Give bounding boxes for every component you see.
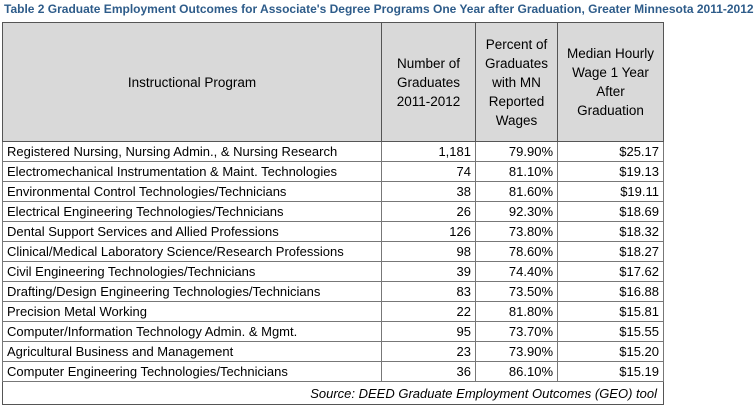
median-wage-cell: $15.55 [558,322,664,342]
graduates-cell: 98 [382,242,476,262]
median-wage-cell: $25.17 [558,142,664,162]
table-row [3,302,664,322]
graduates-cell: 95 [382,322,476,342]
percent-wages-cell: 79.90% [476,142,558,162]
outcomes-table [2,22,664,405]
percent-wages-cell: 73.70% [476,322,558,342]
percent-wages-cell: 73.90% [476,342,558,362]
median-wage-cell: $18.32 [558,222,664,242]
table-row [3,222,664,242]
median-wage-cell: $15.20 [558,342,664,362]
percent-wages-cell: 92.30% [476,202,558,222]
graduates-cell: 36 [382,362,476,382]
table-body [3,142,664,382]
graduates-cell: 83 [382,282,476,302]
table-row [3,142,664,162]
percent-wages-cell: 78.60% [476,242,558,262]
graduates-cell: 126 [382,222,476,242]
table-row [3,342,664,362]
program-cell: Electrical Engineering Technologies/Technicians [3,202,382,222]
program-cell: Clinical/Medical Laboratory Science/Research Professions [3,242,382,262]
header-median-hourly-wage: Median Hourly Wage 1 Year After Graduation [558,23,664,142]
table-row [3,322,664,342]
program-cell: Precision Metal Working [3,302,382,322]
graduates-cell: 22 [382,302,476,322]
header-percent-reported-wages: Percent of Graduates with MN Reported Wages [476,23,558,142]
percent-wages-cell: 73.80% [476,222,558,242]
program-cell: Electromechanical Instrumentation & Maint. Technologies [3,162,382,182]
program-cell: Dental Support Services and Allied Professions [3,222,382,242]
table-title: Table 2 Graduate Employment Outcomes for Associate's Degree Programs One Year after Graduation, Greater Minnesota 2011-2012 [4,2,754,16]
program-cell: Registered Nursing, Nursing Admin., & Nursing Research [3,142,382,162]
program-cell: Agricultural Business and Management [3,342,382,362]
median-wage-cell: $15.81 [558,302,664,322]
median-wage-cell: $19.13 [558,162,664,182]
header-number-of-graduates: Number of Graduates 2011-2012 [382,23,476,142]
percent-wages-cell: 86.10% [476,362,558,382]
program-cell: Computer/Information Technology Admin. & Mgmt. [3,322,382,342]
header-row [3,23,664,142]
source-row [3,382,664,405]
median-wage-cell: $18.69 [558,202,664,222]
graduates-cell: 39 [382,262,476,282]
program-cell: Environmental Control Technologies/Technicians [3,182,382,202]
table-row [3,202,664,222]
median-wage-cell: $17.62 [558,262,664,282]
graduates-cell: 26 [382,202,476,222]
table-row [3,182,664,202]
median-wage-cell: $16.88 [558,282,664,302]
table-row [3,262,664,282]
source-note: Source: DEED Graduate Employment Outcomes (GEO) tool [3,382,664,405]
table-row [3,362,664,382]
percent-wages-cell: 81.10% [476,162,558,182]
graduates-cell: 23 [382,342,476,362]
percent-wages-cell: 81.80% [476,302,558,322]
program-cell: Civil Engineering Technologies/Technicians [3,262,382,282]
percent-wages-cell: 73.50% [476,282,558,302]
median-wage-cell: $15.19 [558,362,664,382]
graduates-cell: 1,181 [382,142,476,162]
header-instructional-program: Instructional Program [3,23,382,142]
program-cell: Drafting/Design Engineering Technologies/Technicians [3,282,382,302]
table-row [3,162,664,182]
median-wage-cell: $19.11 [558,182,664,202]
table-row [3,242,664,262]
program-cell: Computer Engineering Technologies/Technicians [3,362,382,382]
percent-wages-cell: 81.60% [476,182,558,202]
graduates-cell: 74 [382,162,476,182]
percent-wages-cell: 74.40% [476,262,558,282]
graduates-cell: 38 [382,182,476,202]
median-wage-cell: $18.27 [558,242,664,262]
table-row [3,282,664,302]
